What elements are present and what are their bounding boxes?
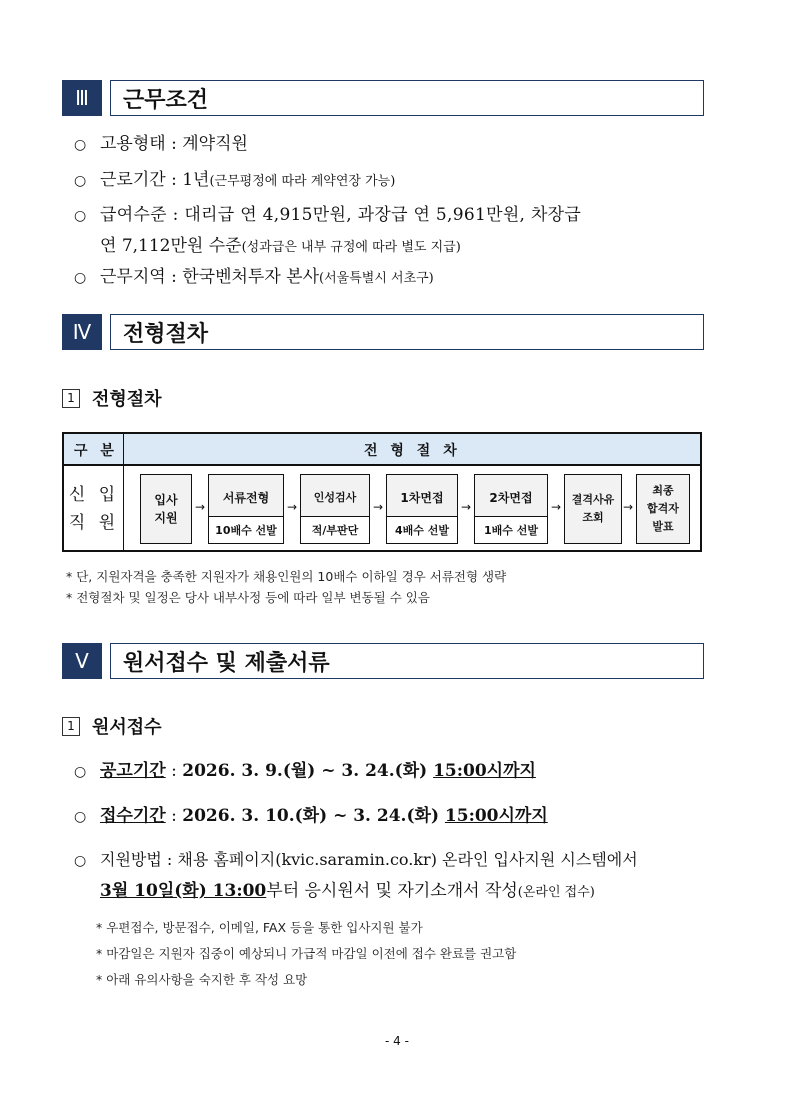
table-header-row <box>64 434 700 466</box>
section-number: Ⅴ <box>62 643 102 679</box>
note-no-offline: * 우편접수, 방문접수, 이메일, FAX 등을 통한 입사지원 불가 <box>96 920 423 935</box>
number-box: 1 <box>62 717 80 736</box>
arrow-icon: → <box>623 500 634 514</box>
section-title: 근무조건 <box>110 80 704 116</box>
step-first-interview: 1차면접 4배수 선발 <box>386 474 458 544</box>
arrow-icon: → <box>287 500 298 514</box>
section-title: 원서접수 및 제출서류 <box>110 643 704 679</box>
step-document-screening: 서류전형 10배수 선발 <box>208 474 284 544</box>
subsection-selection-process: 1 전형절차 <box>62 385 162 411</box>
condition-location: ○ 근무지역 : 한국벤처투자 본사(서울특별시 서초구) <box>74 262 434 294</box>
section-3-header <box>62 80 704 116</box>
arrow-icon: → <box>551 500 562 514</box>
application-method: ○ 지원방법 : 채용 홈페이지(kvic.saramin.co.kr) 온라인 입사지원 시스템에서 3월 10일(화) 13:00부터 응시원서 및 자기소개서 작성(온라인 접수) <box>74 845 704 908</box>
section-5-header <box>62 643 704 679</box>
step-disqualification-check: 결격사유 조회 <box>564 474 622 544</box>
step-apply: 입사 지원 <box>140 474 192 544</box>
note-read-notice: * 아래 유의사항을 숙지한 후 작성 요망 <box>96 972 308 987</box>
application-period: ○ 접수기간 : 2026. 3. 10.(화) ~ 3. 24.(화) 15:00시까지 <box>74 801 548 832</box>
row-label-new-hire: 신 입 직 원 <box>68 485 120 533</box>
section-4-header <box>62 314 704 350</box>
section-number: Ⅳ <box>62 314 102 350</box>
circle-bullet-icon: ○ <box>74 137 87 153</box>
arrow-icon: → <box>373 500 384 514</box>
condition-employment-type: ○ 고용형태 : 계약직원 <box>74 129 248 160</box>
circle-bullet-icon: ○ <box>74 853 87 869</box>
column-header-category: 구 분 <box>74 443 118 459</box>
page-number: - 4 - <box>385 1034 409 1048</box>
step-second-interview: 2차면접 1배수 선발 <box>474 474 548 544</box>
note-document-skip: * 단, 지원자격을 충족한 지원자가 채용인원의 10배수 이하일 경우 서류전형 생략 <box>66 569 507 584</box>
step-final-announcement: 최종 합격자 발표 <box>636 474 690 544</box>
circle-bullet-icon: ○ <box>74 270 87 286</box>
section-title: 전형절차 <box>110 314 704 350</box>
condition-salary: ○ 급여수준 : 대리급 연 4,915만원, 과장급 연 5,961만원, 차장급 연 7,112만원 수준(성과급은 내부 규정에 따라 별도 지급) <box>74 200 704 263</box>
arrow-icon: → <box>195 500 206 514</box>
column-header-process: 전 형 절 차 <box>364 443 461 459</box>
condition-period: ○ 근로기간 : 1년(근무평정에 따라 계약연장 가능) <box>74 165 395 197</box>
section-number: Ⅲ <box>62 80 102 116</box>
circle-bullet-icon: ○ <box>74 764 87 780</box>
note-deadline: * 마감일은 지원자 집중이 예상되니 가급적 마감일 이전에 접수 완료를 권고함 <box>96 946 517 961</box>
circle-bullet-icon: ○ <box>74 208 87 224</box>
note-schedule-change: * 전형절차 및 일정은 당사 내부사정 등에 따라 일부 변동될 수 있음 <box>66 590 430 605</box>
notice-period: ○ 공고기간 : 2026. 3. 9.(월) ~ 3. 24.(화) 15:00시까지 <box>74 756 536 787</box>
circle-bullet-icon: ○ <box>74 809 87 825</box>
arrow-icon: → <box>461 500 472 514</box>
number-box: 1 <box>62 389 80 408</box>
subsection-application: 1 원서접수 <box>62 713 162 739</box>
step-personality-test: 인성검사 적/부판단 <box>300 474 370 544</box>
selection-process-table <box>62 432 702 552</box>
circle-bullet-icon: ○ <box>74 173 87 189</box>
